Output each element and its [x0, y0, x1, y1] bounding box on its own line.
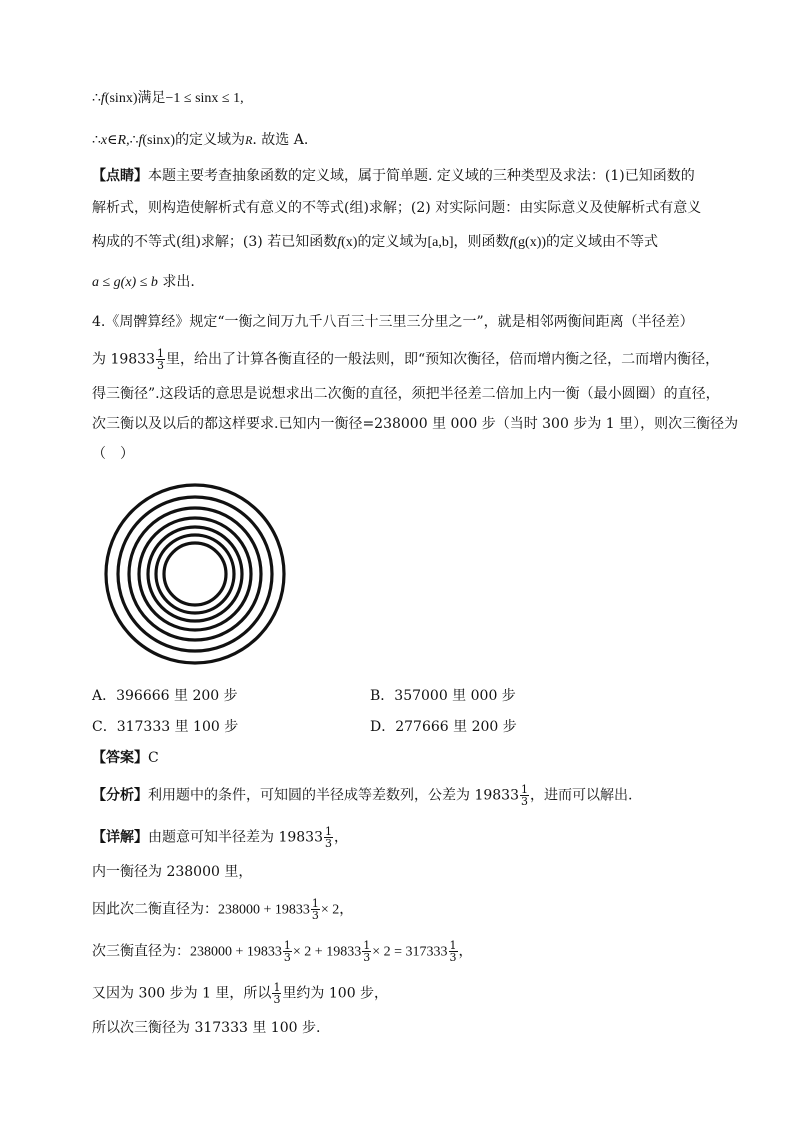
question-line-3: 得三衡径”.这段话的意思是说想求出二次衡的直径，须把半径差二倍加上内一衡（最小圆圈）的直径， — [92, 386, 720, 402]
detail-line-4: 次三衡直径为：238000 + 19833 $\frac{1}{3}$ × 2 + 19833 $\frac{1}{3}$ × 2 = 317333 $\frac{1}{3}$ ， — [92, 939, 473, 964]
answer-line — [92, 748, 159, 768]
detail-line-6: 所以次三衡径为 317333 里 100 步. — [92, 1020, 321, 1036]
ring-7 — [164, 543, 226, 605]
solution-line-1: ∴f(sinx)满足−1 ≤ sinx ≤ 1, — [92, 90, 244, 106]
ring-1 — [106, 485, 284, 663]
solution-line-2: ∴x∈R,∴f(sinx)的定义域为R. 故选 A. — [92, 132, 309, 148]
tip-label: 【点睛】 — [92, 168, 148, 184]
option-b[interactable]: B．357000 里 000 步 — [370, 688, 516, 704]
ring-6 — [156, 535, 234, 613]
option-c[interactable]: C．317333 里 100 步 — [92, 719, 239, 735]
tip-line-1: 【点睛】本题主要考查抽象函数的定义域，属于简单题. 定义域的三种类型及求法：(1)已知函数的 — [92, 168, 695, 184]
tip-line-4: a ≤ g(x) ≤ b 求出. — [92, 274, 195, 290]
analysis-label: 【分析】 — [92, 787, 148, 804]
concentric-circles-figure — [98, 482, 292, 666]
fraction-one-third: $\frac{1}{3}$ — [157, 347, 164, 372]
detail-line-3: 因此次二衡直径为：238000 + 19833 $\frac{1}{3}$ × 2， — [92, 897, 354, 922]
option-a[interactable]: A．396666 里 200 步 — [92, 688, 238, 704]
ring-2 — [118, 497, 272, 651]
answer-label: 【答案】 — [92, 750, 148, 766]
answer-value: C — [148, 750, 159, 766]
tip-line-3: 构成的不等式(组)求解；(3) 若已知函数f(x)的定义域为[a,b]，则函数f(g(x))的定义域由不等式 — [92, 234, 659, 250]
detail-line-5: 又因为 300 步为 1 里，所以 $\frac{1}{3}$ 里约为 100 步， — [92, 981, 389, 1006]
detail-label: 【详解】 — [92, 829, 148, 846]
question-line-4: 次三衡以及以后的都这样要求.已知内一衡径=238000 里 000 步（当时 300 步为 1 里），则次三衡径为 — [92, 416, 739, 432]
ring-5 — [148, 527, 242, 621]
question-line-2: 为 19833 $\frac{1}{3}$ 里，给出了计算各衡直径的一般法则，即“预知次衡径，倍而增内衡之径，二而增内衡径， — [92, 347, 720, 372]
question-line-1: 4.《周髀算经》规定“一衡之间万九千八百三十三里三分里之一”，就是相邻两衡间距离（半径差） — [92, 314, 694, 330]
question-answer-blank: （ ） — [92, 446, 134, 462]
option-d[interactable]: D．277666 里 200 步 — [370, 719, 517, 735]
detail-line-2: 内一衡径为 238000 里， — [92, 864, 253, 880]
detail-line-1: 【详解】由题意可知半径差为 19833 $\frac{1}{3}$ ， — [92, 825, 348, 850]
tip-line-2: 解析式，则构造使解析式有意义的不等式(组)求解；(2) 对实际问题：由实际意义及使解析式有意义 — [92, 200, 702, 216]
analysis-line: 【分析】利用题中的条件，可知圆的半径成等差数列，公差为 19833 $\frac{1}{3}$ ，进而可以解出. — [92, 783, 633, 808]
